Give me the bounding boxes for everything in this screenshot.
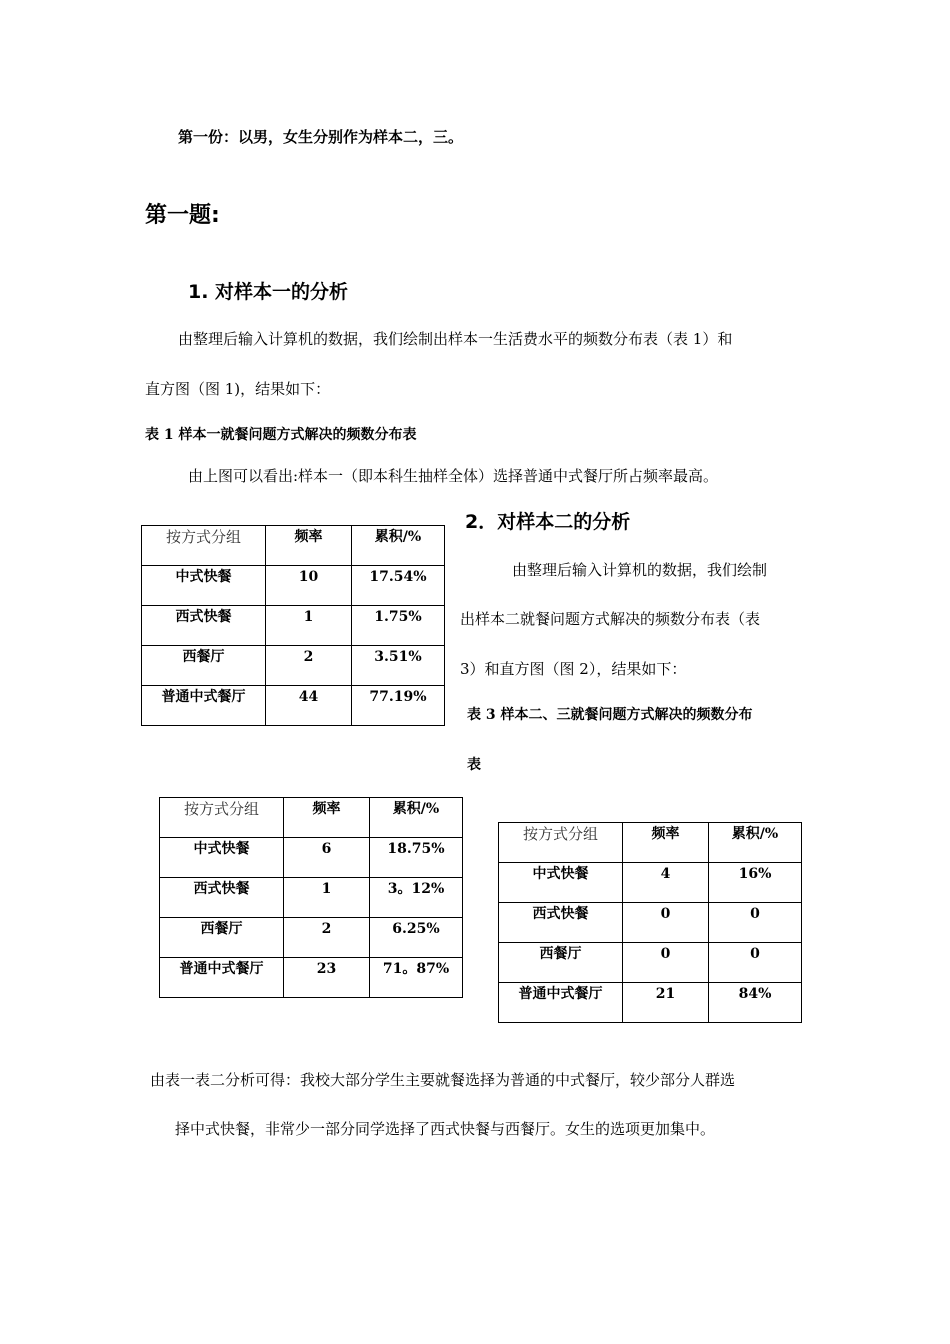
table1-header-freq: 频率 (266, 526, 352, 566)
table3-header-group: 按方式分组 (499, 823, 623, 863)
table3-header-cum: 累积/% (709, 823, 802, 863)
table3 (498, 822, 802, 1023)
section1-para-line1: 由整理后输入计算机的数据，我们绘制出样本一生活费水平的频数分布表（表 1）和 (178, 330, 733, 348)
table3-cell-cum: 0 (709, 943, 802, 983)
table-row (499, 983, 802, 1023)
table1-cell-group: 西餐厅 (142, 646, 266, 686)
table2-cell-group: 中式快餐 (160, 838, 284, 878)
table2-cell-freq: 23 (284, 958, 370, 998)
table3-header-row (499, 823, 802, 863)
table-row (142, 646, 445, 686)
table1-cell-cum: 3.51% (352, 646, 445, 686)
table1-cell-freq: 44 (266, 686, 352, 726)
section1-title: 1. 对样本一的分析 (188, 281, 349, 303)
table-row (142, 686, 445, 726)
main-heading: 第一题: (145, 203, 220, 228)
section1-para-line2: 直方图（图 1)，结果如下： (145, 380, 331, 398)
table-row (160, 958, 463, 998)
table3-caption-line2: 表 (467, 757, 481, 773)
table3-caption-line1: 表 3 样本二、三就餐问题方式解决的频数分布 (467, 707, 753, 723)
table-row (160, 838, 463, 878)
table2-cell-freq: 6 (284, 838, 370, 878)
table1-header-group: 按方式分组 (142, 526, 266, 566)
table-row (499, 943, 802, 983)
table2-cell-cum: 3。12% (370, 878, 463, 918)
table2-header-row (160, 798, 463, 838)
table1 (141, 525, 445, 726)
table2-header-freq: 频率 (284, 798, 370, 838)
table2-cell-cum: 71。87% (370, 958, 463, 998)
table1-cell-cum: 77.19% (352, 686, 445, 726)
table-row (160, 918, 463, 958)
table3-header-freq: 频率 (623, 823, 709, 863)
table2-header-cum: 累积/% (370, 798, 463, 838)
conclusion-line1: 由表一表二分析可得：我校大部分学生主要就餐选择为普通的中式餐厅，较少部分人群选 (150, 1071, 736, 1089)
table1-cell-group: 西式快餐 (142, 606, 266, 646)
table2-cell-group: 西餐厅 (160, 918, 284, 958)
section2-para-line3: 3）和直方图（图 2），结果如下： (460, 660, 687, 678)
table3-cell-group: 中式快餐 (499, 863, 623, 903)
table1-caption: 表 1 样本一就餐问题方式解决的频数分布表 (145, 427, 417, 443)
table3-cell-freq: 4 (623, 863, 709, 903)
table1-cell-freq: 10 (266, 566, 352, 606)
table-row (499, 863, 802, 903)
conclusion-line2: 择中式快餐，非常少一部分同学选择了西式快餐与西餐厅。女生的选项更加集中。 (175, 1120, 716, 1138)
table3-cell-group: 西式快餐 (499, 903, 623, 943)
table2-cell-freq: 2 (284, 918, 370, 958)
table3-cell-cum: 16% (709, 863, 802, 903)
section1-observation: 由上图可以看出:样本一（即本科生抽样全体）选择普通中式餐厅所占频率最高。 (188, 467, 719, 485)
table3-cell-freq: 0 (623, 943, 709, 983)
table-row (142, 606, 445, 646)
table-row (499, 903, 802, 943)
table3-cell-freq: 0 (623, 903, 709, 943)
table-row (160, 878, 463, 918)
table1-cell-group: 普通中式餐厅 (142, 686, 266, 726)
table2-cell-cum: 18.75% (370, 838, 463, 878)
intro-text: 第一份：以男，女生分别作为样本二，三。 (178, 128, 464, 146)
table1-cell-cum: 17.54% (352, 566, 445, 606)
table1-header-row (142, 526, 445, 566)
table1-cell-group: 中式快餐 (142, 566, 266, 606)
table2-cell-freq: 1 (284, 878, 370, 918)
section2-para-line2: 出样本二就餐问题方式解决的频数分布表（表 (460, 610, 761, 628)
table1-header-cum: 累积/% (352, 526, 445, 566)
table3-cell-group: 普通中式餐厅 (499, 983, 623, 1023)
table2-header-group: 按方式分组 (160, 798, 284, 838)
table3-cell-cum: 84% (709, 983, 802, 1023)
table1-cell-cum: 1.75% (352, 606, 445, 646)
section2-title: 2．对样本二的分析 (465, 511, 631, 533)
table2-cell-group: 西式快餐 (160, 878, 284, 918)
table3-cell-freq: 21 (623, 983, 709, 1023)
table3-cell-group: 西餐厅 (499, 943, 623, 983)
table1-cell-freq: 1 (266, 606, 352, 646)
table-row (142, 566, 445, 606)
table3-cell-cum: 0 (709, 903, 802, 943)
section2-para-line1: 由整理后输入计算机的数据，我们绘制 (512, 561, 768, 579)
table2-cell-cum: 6.25% (370, 918, 463, 958)
table2 (159, 797, 463, 998)
table1-cell-freq: 2 (266, 646, 352, 686)
table2-cell-group: 普通中式餐厅 (160, 958, 284, 998)
